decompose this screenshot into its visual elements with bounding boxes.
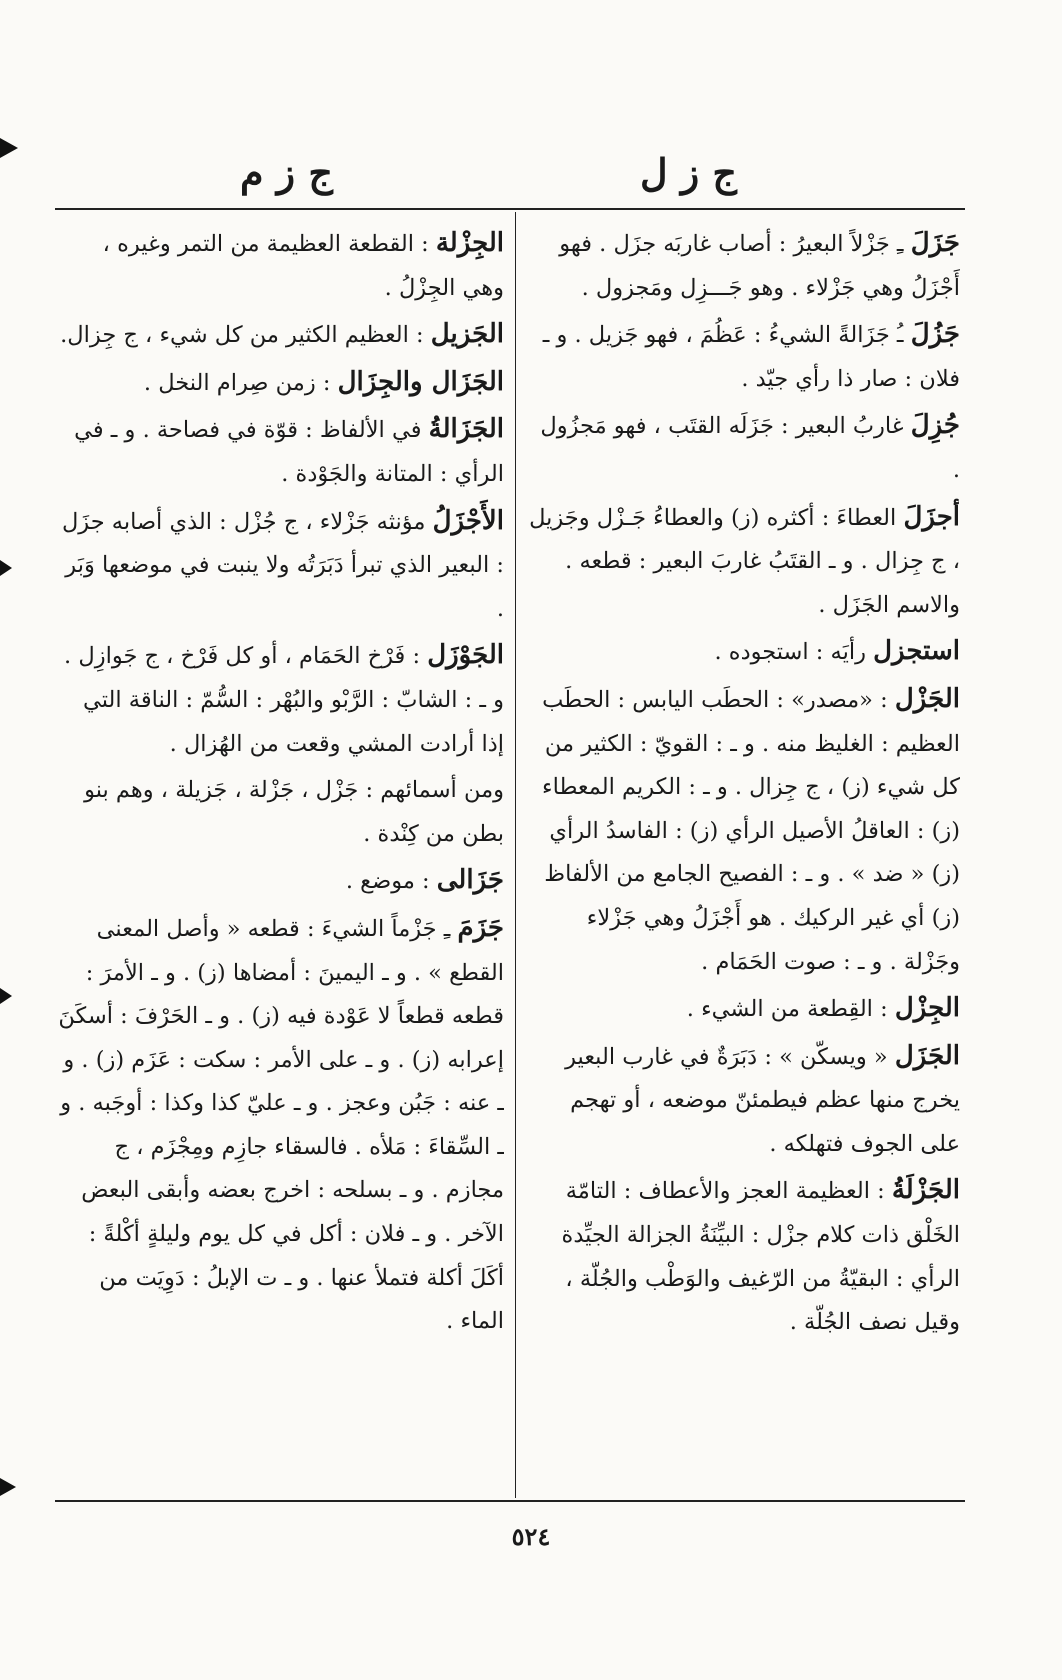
dictionary-entry [528,404,960,492]
headword: استجزل [873,636,960,667]
definition-text: : فَرْخ الحَمَام ، أو كل فَرْخ ، ج جَوازِل . و ـ : الشابّ : الرَّبْو والبُهْر : السُّمّ : الناقة التي إذا أرادت المشي وقعت من الهُزال . [64,643,504,757]
headword: الجَزْلَةُ [891,1175,960,1206]
headword: جَزَالى [436,865,504,896]
definition-text: : القِطعة من الشيء . [686,996,888,1023]
running-header-right: ج ز ل [640,150,737,195]
headword: جَزَمَ [457,912,504,943]
definition-text: : القطعة العظيمة من التمر وغيره ، وهي الجِزْلُ . [102,231,504,301]
definition-text: : العظيمة العجز والأعطاف : التامّة الخَلْق ذات كلام جزْل : البيِّنَةُ الجزالة الجيِّدة الرأي : البقيّةُ من الرّغيف والوَطْب والجُلّة ، وقيل نصف الجُلّة . [561,1178,960,1336]
dictionary-entry [528,1169,960,1344]
headword: الجَزيل [430,319,504,350]
headword: الجَزَالةُ [428,414,504,445]
dictionary-entry [58,222,504,310]
definition-text: ومن أسمائهم : جَزْل ، جَزْلة ، جَزيلة ، وهم بنو بطن من كِنْدة . [84,777,504,847]
dictionary-entry [528,222,960,310]
edge-mark [0,1478,16,1496]
dictionary-entry [58,907,504,1344]
dictionary-entry [58,408,504,496]
dictionary-entry [58,313,504,358]
definition-text: رأيَه : استجوده . [714,639,866,666]
definition-text: في الألفاظ : قوّة في فصاحة . و ـ في الرأي : المتانة والجَوْدة . [74,417,504,487]
header-rule [55,208,965,210]
headword: الجِزْلة [435,228,504,258]
definition-text: العطاءَ : أكثره (ز) والعطاءُ جَـزْل وجَزيل ، ج جِزال . و ـ القتَبُ غاربَ البعير : قطعه . والاسم الجَزَل . [529,504,960,618]
page-number: ٥٢٤ [511,1522,551,1551]
dictionary-entry [528,987,960,1032]
definition-text: غاربُ البعير : جَزَلَه القتَب ، فهو مَجزُول . [540,413,960,483]
definition-text: : العظيم الكثير من كل شيء ، ج جِزال. [60,322,424,349]
headword: الأَجْزَلُ [432,505,504,536]
headword: الجَزْل [894,683,960,714]
definition-text: : موضع . [345,868,430,895]
dictionary-entry [528,630,960,675]
dictionary-entry [528,678,960,984]
headword: الجِزْل [894,993,960,1024]
dictionary-entry [528,313,960,401]
dictionary-entry [528,496,960,628]
right-column [528,222,960,1497]
headword: أجزَلَ [903,501,960,532]
edge-mark [0,560,12,576]
footer-rule [55,1500,965,1502]
headword: الجَوْزَل [427,640,504,671]
left-column [58,222,504,1497]
edge-mark [0,138,18,158]
dictionary-entry [528,1035,960,1167]
dictionary-entry [58,859,504,904]
headword: جَزُلَ [910,319,960,350]
dictionary-entry [58,634,504,766]
edge-mark [0,988,12,1004]
headword: جُزِلَ [910,410,960,441]
definition-text: ـِ جَزْماً الشيءَ : قطعه « وأصل المعنى القطع » . و ـ اليمينَ : أمضاها (ز) . و ـ الأمرَ : قطعه قطعاً لا عَوْدة فيه (ز) . و ـ الحَرْفَ : أسكَنَ إعرابه (ز) . و ـ على الأمر : سكت : عَزَم (ز) . و ـ عنه : جَبُن وعجز . و ـ عليّ كذا وكذا : أوجَبه . و ـ السِّقاءَ : مَلأه . فالسقاء جازِم ومِجْزَم ، ج مجازم . و ـ بسلحه : اخرج بعضه وأبقى البعض الآخر . و ـ فلان : أكل في كل يوم وليلةٍ أكْلةً : أكَلَ أكلة فتملأ عنها . و ـ ت الإبلُ : دَوِيَت من الماء . [58,915,504,1335]
column-divider [515,212,516,1498]
definition-text: : «مصدر» : الحطَب اليابس : الحطَب العظيم : الغليظ منه . و ـ : القويّ : الكثير من كل شيء (ز) ، ج جِزال . و ـ : الكريم المعطاء (ز) : العاقلُ الأصيل الرأي (ز) : الفاسدُ الرأي (ز) « ضد » . و ـ : الفصيح الجامع من الألفاظ (ز) أي غير الركيك . هو أَجْزَلُ وهي جَزْلاء وجَزْلة . و ـ : صوت الحَمَام . [542,686,960,975]
definition-text: ـُ جَزَالةً الشيءُ : عَظُمَ ، فهو جَزيل . و ـ فلان : صار ذا رأي جيّد . [542,322,960,392]
definition-text: « ويسكّن » : دَبَرَةٌ في غارب البعير يخرج منها عظم فيطمئنّ موضعه ، أو تهجم على الجوف فتهلكه . [565,1043,960,1157]
definition-text: مؤنثه جَزْلاء ، ج جُزْل : الذي أصابه جزَل : البعير الذي تبرأ دَبَرَتُه ولا ينبت في موضعها وَبَر . [61,508,504,622]
running-header-left: ج ز م [240,150,333,195]
headword: الجَزَال والجِزَال [337,366,504,397]
dictionary-entry [58,361,504,406]
headword: جَزَلَ [910,228,960,258]
definition-text: ـِ جَزْلاً البعيرُ : أصاب غاربَه جزَل . فهو أَجْزَلُ وهي جَزْلاء . وهو جَـــزِل ومَجزول . [559,231,960,301]
dictionary-entry [58,769,504,856]
headword: الجَزَل [894,1040,960,1071]
dictionary-entry [58,500,504,632]
definition-text: : زمن صِرام النخل . [143,369,331,396]
